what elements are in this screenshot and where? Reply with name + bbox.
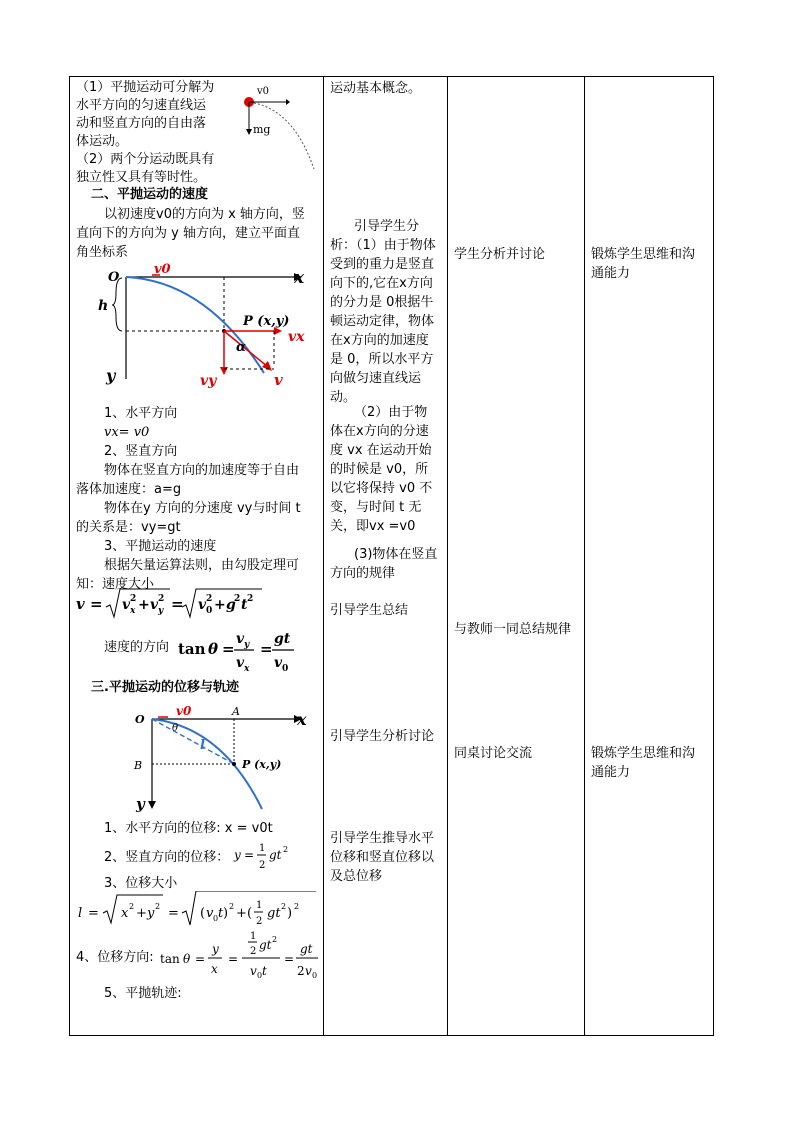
text: 2	[250, 946, 257, 957]
heading-displacement-direction: 4、位移方向:	[76, 950, 154, 965]
text: (	[247, 906, 253, 921]
text-line: 以初速度v0的方向为 x 轴方向，竖	[104, 207, 305, 222]
text: θ	[208, 640, 219, 658]
text: y	[147, 906, 155, 921]
text-guide-analysis-2: （2）由于物体在x方向的分速度 vx 在运动开始的时候是 v0，所以它将保持 v0 不变，与时间 t 无关，即vx =v0	[330, 405, 433, 534]
text-line: 落体加速度：a=g	[76, 482, 182, 497]
label-theta: θ	[172, 723, 179, 734]
label-v0: v0	[154, 262, 171, 277]
text: 1	[256, 900, 263, 911]
intent-cell	[585, 77, 714, 1036]
text: 0	[282, 664, 289, 674]
text-guide-analysis: 引导学生分析：（1）由于物体受到的重力是竖直向下的,它在x方向的分力是 0根据牛顿运动定律，物体在x方向的加速度是 0，所以水平方向做匀速直线运动。	[330, 219, 436, 405]
text-line: （2）两个分运动既具有	[76, 152, 215, 167]
text: 0	[312, 971, 318, 980]
text-vertical-law: (3)物体在竖直方向的规律	[330, 547, 438, 581]
label-alpha: α	[236, 340, 247, 355]
heading-trajectory: 5、平抛轨迹:	[104, 986, 182, 1001]
text: =	[244, 848, 255, 862]
text: +	[138, 597, 150, 613]
section-title-displacement: 三.平抛运动的位移与轨迹	[91, 680, 239, 695]
heading-speed: 3、平抛运动的速度	[104, 539, 217, 554]
formula-vx: vx= v0	[104, 425, 150, 440]
speed-direction-label: 速度的方向	[104, 640, 170, 655]
text: y	[158, 606, 164, 616]
text: 2	[283, 845, 289, 854]
content-cell	[70, 77, 324, 1036]
text: =	[88, 906, 99, 921]
arrowhead-icon	[286, 99, 290, 105]
text-line: 的关系是：vy=gt	[76, 520, 181, 535]
text: g	[226, 597, 236, 613]
text: )	[287, 906, 293, 921]
text-line: 水平方向的匀速直线运	[76, 98, 207, 113]
text: v =	[76, 595, 103, 613]
heading-displacement-size: 3、位移大小	[104, 876, 178, 891]
label-x: x	[297, 710, 307, 729]
text: x	[244, 664, 250, 674]
label-origin: O	[135, 713, 145, 726]
arrowhead-icon	[148, 801, 156, 809]
text: 2	[129, 902, 135, 911]
text: =	[228, 952, 239, 966]
text: 2	[256, 916, 263, 927]
table-row	[70, 77, 714, 1036]
para-decompose	[76, 79, 214, 187]
text: θ	[183, 952, 191, 966]
text: v	[236, 655, 245, 671]
text: 2	[294, 902, 300, 911]
text: v	[250, 964, 257, 978]
para-coordinate	[76, 205, 305, 262]
text: =	[284, 952, 295, 966]
text: 2	[247, 594, 254, 604]
text: v	[206, 906, 214, 921]
label-v0: v0	[176, 704, 192, 718]
text: (	[200, 906, 206, 921]
heading-vertical-displacement: 2、竖直方向的位移：	[104, 850, 230, 865]
text: v	[150, 597, 159, 613]
text-guide-summary: 引导学生总结	[330, 603, 409, 618]
text-guide-discussion: 引导学生分析讨论	[330, 729, 435, 744]
text: v	[305, 964, 312, 978]
text: x	[211, 962, 218, 976]
text-basic-concept: 运动基本概念。	[330, 81, 422, 96]
student-activity-cell	[448, 77, 585, 1036]
text-line: （1）平抛运动可分解为	[76, 80, 215, 95]
text-line: 物体在y 方向的分速度 vy与时间 t	[104, 501, 301, 516]
text: +	[214, 597, 226, 613]
label-x: x	[294, 268, 305, 288]
text: 2	[272, 935, 278, 944]
displacement-line	[152, 719, 234, 764]
text: =	[260, 640, 273, 658]
text: 2	[281, 902, 287, 911]
velocity-text-block	[76, 404, 301, 594]
text: 1	[259, 843, 266, 854]
speed-direction-formula	[176, 621, 316, 677]
text: 0	[213, 914, 219, 923]
text: gt	[274, 631, 291, 647]
label-p: P (x,y)	[243, 314, 290, 329]
text: 1	[250, 931, 257, 942]
text-intent-2: 锻炼学生思维和沟通能力	[591, 746, 696, 780]
heading-horizontal: 1、水平方向	[104, 406, 178, 421]
formula-displacement-direction	[158, 927, 322, 987]
label-v0: v0	[257, 86, 270, 97]
label-v: v	[274, 371, 283, 389]
text: x	[121, 906, 129, 921]
lesson-table	[69, 76, 714, 1036]
label-h: h	[98, 298, 109, 314]
text: 2	[158, 594, 165, 604]
text: 2	[229, 902, 235, 911]
displacement-figure	[122, 697, 322, 813]
formula-horizontal-displacement: 1、水平方向的位移: x = v0t	[104, 821, 273, 836]
label-y: y	[136, 795, 145, 813]
text: +	[136, 906, 147, 921]
text-line: 直向下的方向为 y 轴方向，建立平面直	[76, 226, 300, 241]
text: )	[223, 906, 229, 921]
text: 2	[234, 594, 241, 604]
text-line: 独立性又具有等时性。	[76, 170, 207, 185]
text: y	[212, 942, 219, 956]
text: t	[218, 906, 224, 921]
formula-vertical-displacement	[232, 837, 302, 877]
text: 2	[259, 860, 266, 871]
label-l: l	[200, 738, 205, 753]
text-guide-derivation: 引导学生推导水平位移和竖直位移以及总位移	[330, 831, 435, 884]
text: t	[262, 964, 267, 978]
speed-formula	[74, 585, 274, 625]
text: gt	[269, 848, 282, 862]
text: 2	[206, 594, 213, 604]
text: 2	[297, 964, 305, 978]
text: =	[168, 906, 179, 921]
text: 0	[257, 971, 263, 980]
teacher-activity-cell	[324, 77, 448, 1036]
arrowhead-icon	[246, 129, 252, 135]
label-p: P (x,y)	[242, 758, 282, 771]
label-b: B	[134, 759, 143, 772]
text: 0	[206, 606, 213, 616]
text: =	[171, 595, 184, 613]
text: 2	[155, 902, 161, 911]
text: gt	[259, 938, 272, 952]
text-intent-1: 锻炼学生思维和沟通能力	[591, 247, 696, 281]
trajectory-curve	[254, 103, 314, 169]
text-line: 物体在竖直方向的加速度等于自由	[104, 463, 300, 478]
label-a: A	[232, 705, 240, 718]
text-line: 角坐标系	[76, 245, 129, 260]
text: tan	[160, 952, 180, 966]
text-desk-discussion: 同桌讨论交流	[454, 746, 533, 761]
text: y	[234, 848, 241, 862]
text: gt	[300, 942, 313, 956]
text-line: 动和竖直方向的自由落	[76, 116, 207, 131]
label-mg: mg	[253, 123, 271, 136]
text: gt	[267, 906, 281, 921]
text-student-discuss: 学生分析并讨论	[454, 247, 546, 262]
label-y: y	[106, 366, 116, 385]
projectile-sketch-figure	[234, 81, 324, 177]
text: v	[198, 597, 207, 613]
label-origin: O	[108, 270, 120, 285]
text: 2	[130, 594, 137, 604]
text: l	[78, 906, 83, 921]
text: +	[236, 906, 247, 921]
text: =	[195, 952, 206, 966]
text: v	[122, 597, 131, 613]
circle	[232, 762, 236, 766]
label-vy: vy	[200, 373, 217, 389]
section-title-velocity: 二、平抛运动的速度	[91, 187, 209, 202]
text-line: 体运动。	[76, 134, 129, 149]
text-line: 根据矢量运算法则，由勾股定理可	[104, 558, 300, 573]
text: t	[241, 597, 248, 613]
text: x	[130, 606, 136, 616]
height-brace	[112, 278, 122, 331]
text: y	[244, 640, 250, 650]
text: tan	[178, 640, 206, 658]
velocity-decomposition-figure	[96, 261, 318, 389]
text-line: 知：速度大小	[76, 577, 155, 592]
heading-vertical: 2、竖直方向	[104, 444, 178, 459]
arrowhead-icon	[220, 367, 228, 375]
label-vx: vx	[288, 329, 305, 345]
text: =	[222, 640, 235, 658]
formula-displacement-size	[76, 891, 322, 931]
text: v	[274, 655, 283, 671]
text: v	[236, 631, 245, 647]
text-student-summary: 与教师一同总结规律	[454, 622, 572, 637]
